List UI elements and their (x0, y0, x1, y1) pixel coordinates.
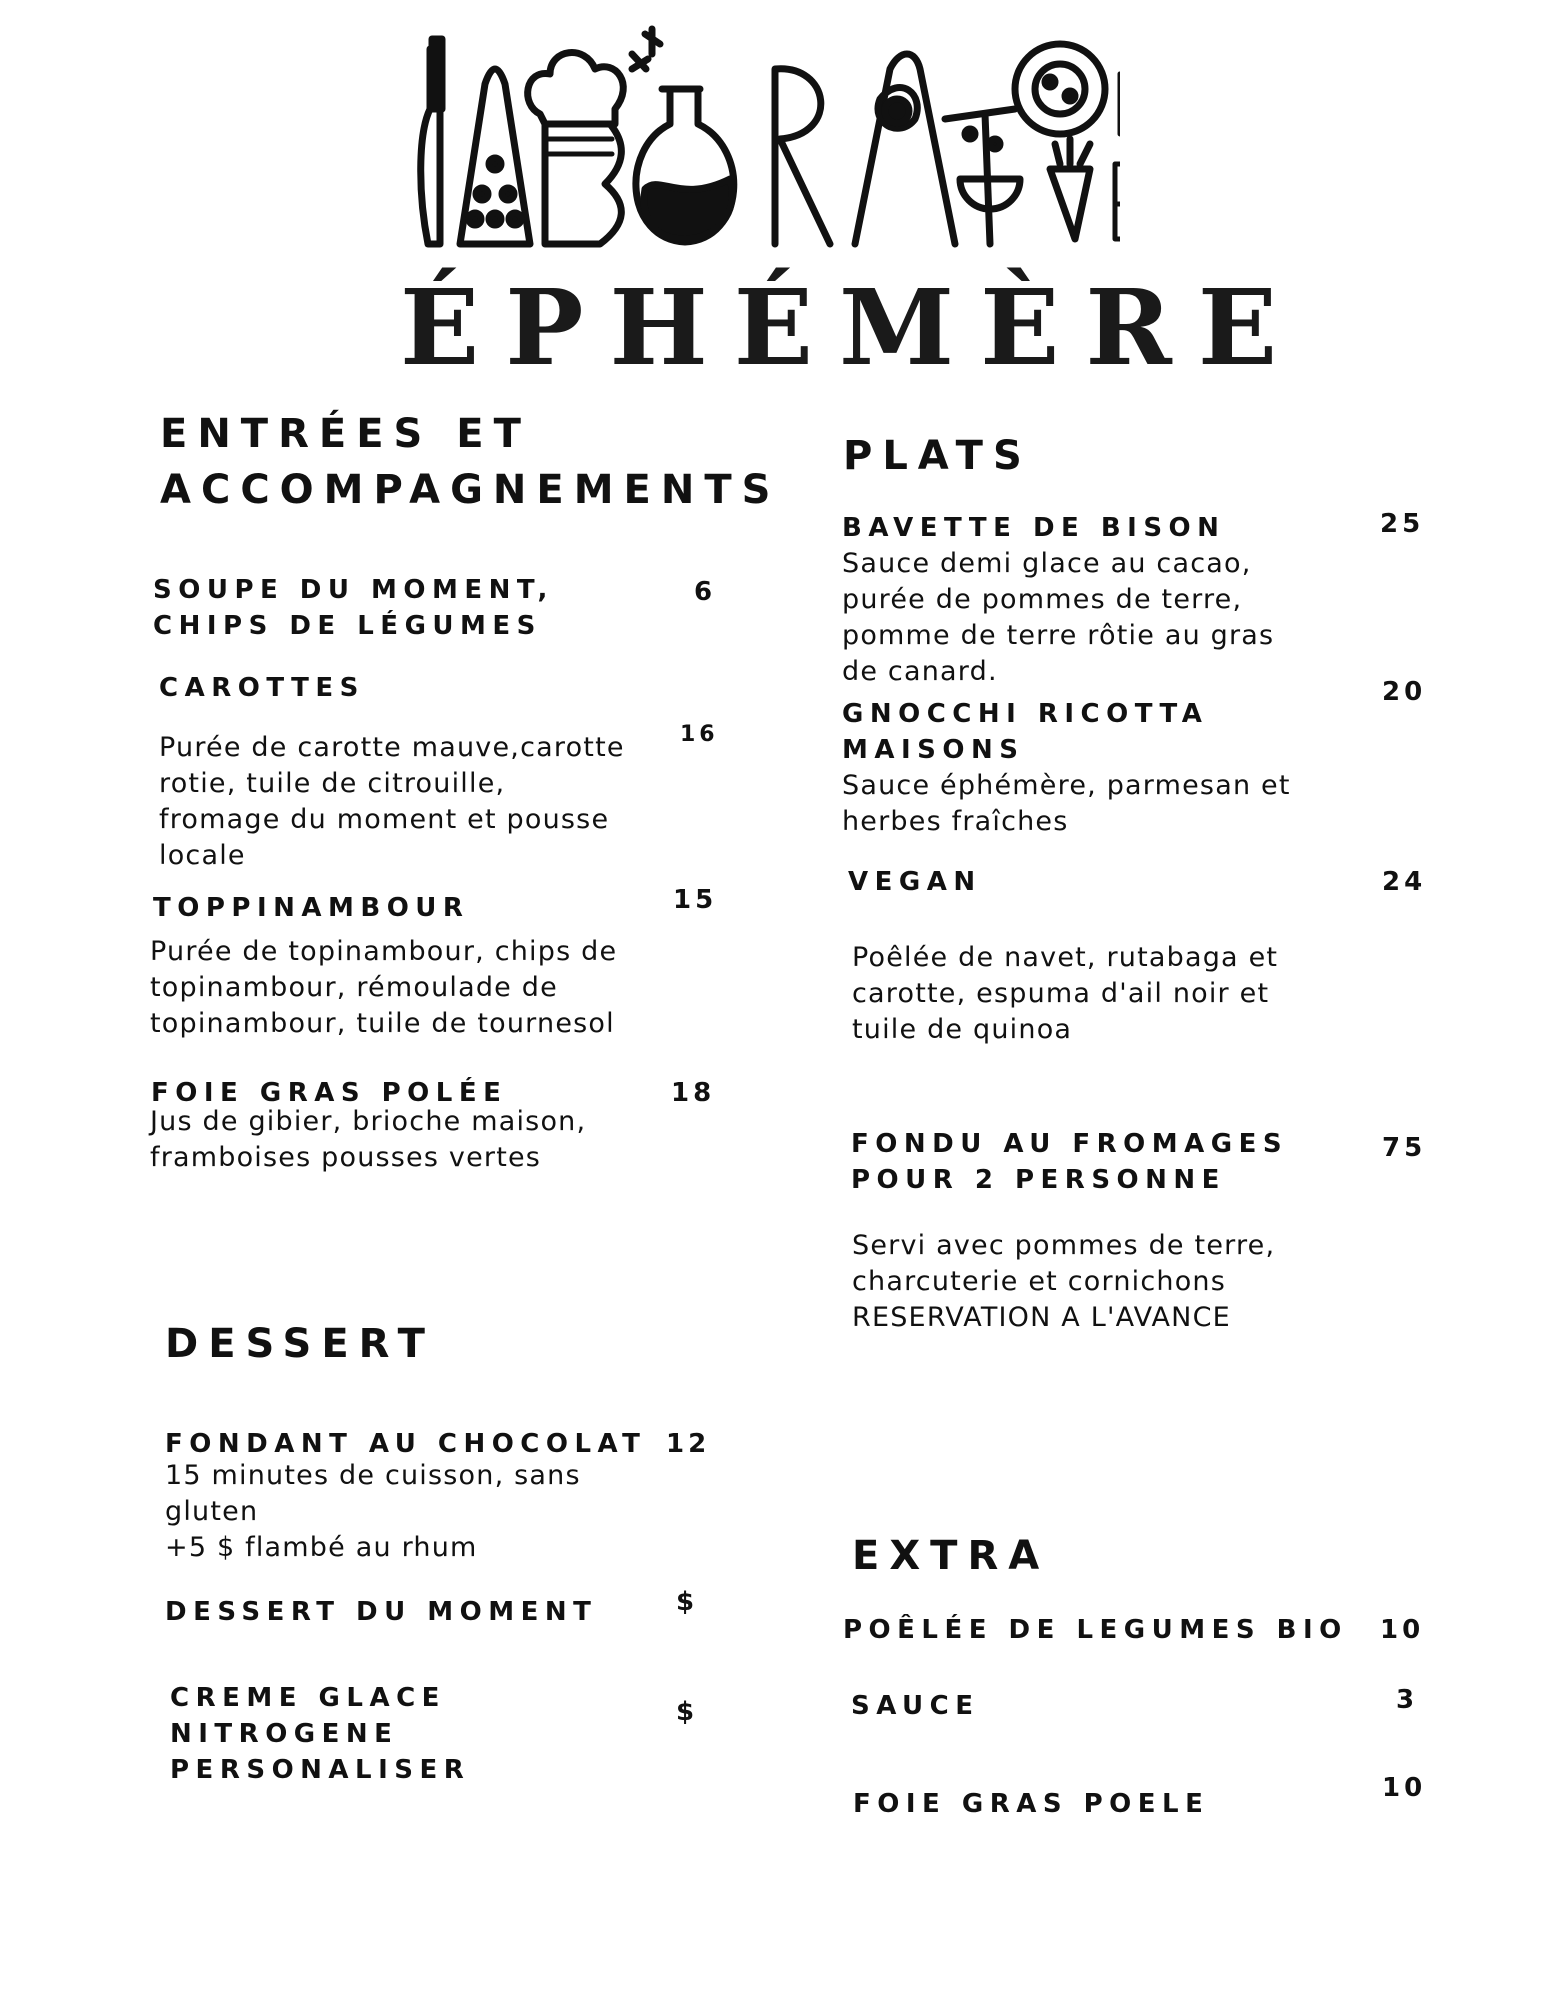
menu-item-name: BAVETTE DE BISON (842, 513, 1226, 543)
menu-item-description: Purée de carotte mauve,carotte rotie, tuile de citrouille, fromage du moment et pousse locale (159, 732, 625, 871)
tomato-letter-o (1015, 44, 1105, 134)
section-title-extra: EXTRA (852, 1533, 1050, 1579)
menu-item-name: FOIE GRAS POELE (853, 1789, 1210, 1819)
menu-item-description: Jus de gibier, brioche maison, framboises pousses vertes (150, 1106, 587, 1173)
menu-item-price: 75 (1382, 1133, 1427, 1163)
chef-hat-letter-b (528, 53, 624, 124)
menu-item-name: POÊLÉE DE LEGUMES BIO (843, 1615, 1348, 1645)
menu-item-price: 16 (680, 722, 719, 747)
menu-item-description: Poêlée de navet, rutabaga et carotte, espuma d'ail noir et tuile de quinoa (852, 942, 1279, 1045)
menu-item-price: 15 (673, 885, 718, 915)
logo (400, 14, 1304, 389)
logo-subtitle: ÉPHÉMÈRE (400, 266, 1304, 389)
menu-item-price: 12 (666, 1429, 711, 1459)
menu-item-price: 20 (1382, 677, 1427, 707)
menu-item-price: 24 (1382, 867, 1427, 897)
menu-item-name: FONDANT AU CHOCOLAT (165, 1429, 647, 1459)
menu-item-description: Purée de topinambour, chips de topinambour, rémoulade de topinambour, tuile de tournesol (150, 936, 618, 1039)
carrot-letter-i (1050, 169, 1090, 239)
menu-item-price: 10 (1380, 1615, 1425, 1645)
avocado-letter-a (855, 54, 955, 244)
menu-item-description: Servi avec pommes de terre, charcuterie et cornichons RESERVATION A L'AVANCE (852, 1230, 1276, 1333)
menu-item-name: SOUPE DU MOMENT, CHIPS DE LÉGUMES (153, 575, 554, 641)
menu-item-name: SAUCE (851, 1691, 980, 1721)
menu-item-price: 6 (694, 577, 717, 607)
menu-item-name: CAROTTES (159, 673, 365, 703)
menu-item-name: VEGAN (848, 867, 982, 897)
menu-item-name: CREME GLACE NITROGENE PERSONALISER (170, 1683, 471, 1785)
menu-item-name: TOPPINAMBOUR (153, 893, 470, 923)
menu-item-description: Sauce éphémère, parmesan et herbes fraîches (842, 770, 1291, 837)
menu-item-name: FONDU AU FROMAGES POUR 2 PERSONNE (851, 1129, 1289, 1195)
section-title-plats: PLATS (843, 433, 1032, 479)
section-title-dessert: DESSERT (165, 1321, 435, 1367)
logo-illustration (400, 14, 1120, 264)
menu-item-name: FOIE GRAS POLÉE (151, 1078, 508, 1108)
menu-item-description: 15 minutes de cuisson, sans gluten +5 $ flambé au rhum (165, 1460, 581, 1563)
menu-item-price: $ (676, 1697, 699, 1727)
sparkle-icon (632, 29, 660, 69)
section-title-entrees: ENTRÉES ET ACCOMPAGNEMENTS (160, 411, 781, 513)
menu-item-price: $ (676, 1587, 699, 1617)
menu-item-price: 25 (1380, 509, 1425, 539)
menu-item-price: 3 (1396, 1685, 1419, 1715)
menu-item-description: Sauce demi glace au cacao, purée de pommes de terre, pomme de terre rôtie au gras de canard. (842, 548, 1275, 687)
menu-item-price: 18 (671, 1078, 716, 1108)
menu-item-price: 10 (1382, 1773, 1427, 1803)
menu-item-name: GNOCCHI RICOTTA MAISONS (842, 699, 1209, 765)
menu-item-name: DESSERT DU MOMENT (165, 1597, 598, 1627)
